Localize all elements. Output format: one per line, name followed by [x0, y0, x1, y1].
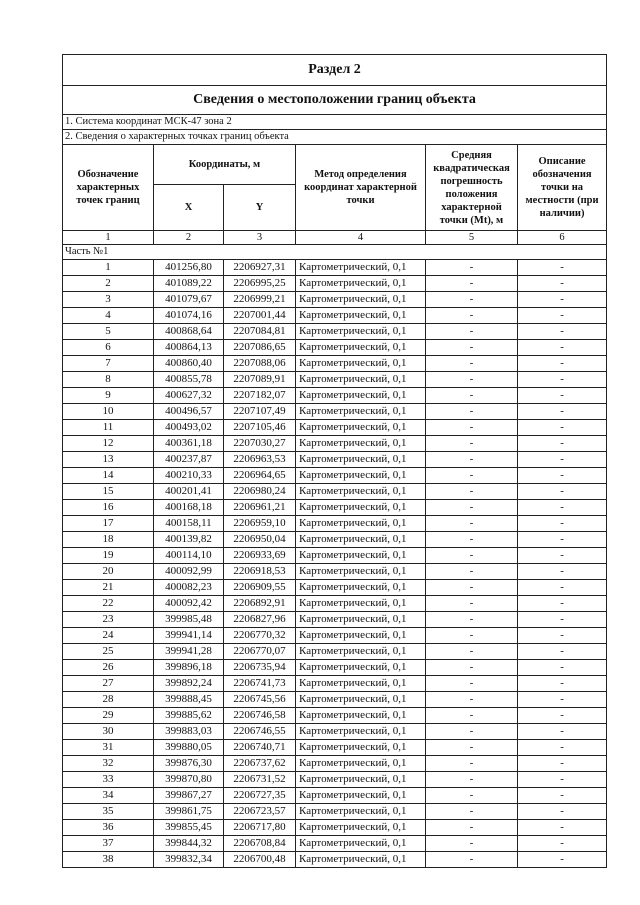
coord-x: 399896,18: [154, 660, 224, 676]
header-description: Описание обозначения точки на местности (при наличии): [518, 145, 607, 231]
accuracy-cell: -: [426, 660, 518, 676]
accuracy-cell: -: [426, 532, 518, 548]
table-row: [63, 660, 607, 676]
method-cell: Картометрический, 0,1: [296, 548, 426, 564]
method-cell: Картометрический, 0,1: [296, 724, 426, 740]
method-cell: Картометрический, 0,1: [296, 660, 426, 676]
column-number: 6: [518, 231, 607, 245]
description-cell: -: [518, 548, 607, 564]
coord-x: 400201,41: [154, 484, 224, 500]
coord-y: 2207030,27: [224, 436, 296, 452]
coord-y: 2206995,25: [224, 276, 296, 292]
point-number: 3: [63, 292, 154, 308]
method-cell: Картометрический, 0,1: [296, 436, 426, 452]
accuracy-cell: -: [426, 516, 518, 532]
method-cell: Картометрический, 0,1: [296, 804, 426, 820]
table-row: [63, 804, 607, 820]
table-row: [63, 388, 607, 404]
table-row: [63, 292, 607, 308]
accuracy-cell: -: [426, 692, 518, 708]
description-cell: -: [518, 596, 607, 612]
coord-y: 2207088,06: [224, 356, 296, 372]
coord-x: 399883,03: [154, 724, 224, 740]
coord-y: 2206746,58: [224, 708, 296, 724]
coord-x: 399870,80: [154, 772, 224, 788]
method-cell: Картометрический, 0,1: [296, 644, 426, 660]
coord-y: 2206933,69: [224, 548, 296, 564]
table-row: [63, 836, 607, 852]
method-cell: Картометрический, 0,1: [296, 356, 426, 372]
accuracy-cell: -: [426, 260, 518, 276]
method-cell: Картометрический, 0,1: [296, 708, 426, 724]
table-row: [63, 564, 607, 580]
coord-y: 2206700,48: [224, 852, 296, 868]
section-title: Сведения о местоположении границ объекта: [63, 86, 607, 115]
coord-y: 2206892,91: [224, 596, 296, 612]
accuracy-cell: -: [426, 276, 518, 292]
coord-y: 2207089,91: [224, 372, 296, 388]
description-cell: -: [518, 836, 607, 852]
coord-x: 400496,57: [154, 404, 224, 420]
coord-x: 400860,40: [154, 356, 224, 372]
method-cell: Картометрический, 0,1: [296, 420, 426, 436]
point-number: 34: [63, 788, 154, 804]
column-number: 5: [426, 231, 518, 245]
point-number: 21: [63, 580, 154, 596]
method-cell: Картометрический, 0,1: [296, 580, 426, 596]
point-number: 33: [63, 772, 154, 788]
description-cell: -: [518, 788, 607, 804]
coord-x: 401256,80: [154, 260, 224, 276]
coord-x: 400092,42: [154, 596, 224, 612]
column-number: 4: [296, 231, 426, 245]
column-number: 3: [224, 231, 296, 245]
coord-y: 2206708,84: [224, 836, 296, 852]
point-number: 15: [63, 484, 154, 500]
accuracy-cell: -: [426, 436, 518, 452]
coord-x: 399844,32: [154, 836, 224, 852]
point-number: 20: [63, 564, 154, 580]
method-cell: Картометрический, 0,1: [296, 308, 426, 324]
section-label: Раздел 2: [63, 55, 607, 86]
point-number: 14: [63, 468, 154, 484]
description-cell: -: [518, 756, 607, 772]
description-cell: -: [518, 676, 607, 692]
table-row: [63, 340, 607, 356]
accuracy-cell: -: [426, 468, 518, 484]
description-cell: -: [518, 740, 607, 756]
point-number: 6: [63, 340, 154, 356]
coord-y: 2206927,31: [224, 260, 296, 276]
description-cell: -: [518, 516, 607, 532]
coord-y: 2207105,46: [224, 420, 296, 436]
coord-x: 400493,02: [154, 420, 224, 436]
point-number: 28: [63, 692, 154, 708]
method-cell: Картометрический, 0,1: [296, 516, 426, 532]
point-number: 29: [63, 708, 154, 724]
point-number: 27: [63, 676, 154, 692]
accuracy-cell: -: [426, 772, 518, 788]
point-number: 17: [63, 516, 154, 532]
accuracy-cell: -: [426, 308, 518, 324]
point-number: 1: [63, 260, 154, 276]
method-cell: Картометрический, 0,1: [296, 324, 426, 340]
points-heading: 2. Сведения о характерных точках границ объекта: [63, 130, 607, 145]
coord-y: 2207084,81: [224, 324, 296, 340]
header-coordinates: Координаты, м: [154, 145, 296, 185]
coord-y: 2206961,21: [224, 500, 296, 516]
point-number: 36: [63, 820, 154, 836]
method-cell: Картометрический, 0,1: [296, 484, 426, 500]
description-cell: -: [518, 532, 607, 548]
coordinate-system: 1. Система координат МСК-47 зона 2: [63, 115, 607, 130]
method-cell: Картометрический, 0,1: [296, 404, 426, 420]
accuracy-cell: -: [426, 804, 518, 820]
coord-y: 2207086,65: [224, 340, 296, 356]
accuracy-cell: -: [426, 340, 518, 356]
coord-y: 2206963,53: [224, 452, 296, 468]
table-row: [63, 324, 607, 340]
table-row: [63, 612, 607, 628]
description-cell: -: [518, 436, 607, 452]
point-number: 35: [63, 804, 154, 820]
table-row: [63, 852, 607, 868]
accuracy-cell: -: [426, 324, 518, 340]
coord-y: 2206746,55: [224, 724, 296, 740]
method-cell: Картометрический, 0,1: [296, 692, 426, 708]
point-number: 38: [63, 852, 154, 868]
accuracy-cell: -: [426, 292, 518, 308]
coord-y: 2206918,53: [224, 564, 296, 580]
table-row: [63, 724, 607, 740]
coord-x: 400855,78: [154, 372, 224, 388]
method-cell: Картометрический, 0,1: [296, 596, 426, 612]
coord-x: 399888,45: [154, 692, 224, 708]
description-cell: -: [518, 692, 607, 708]
point-number: 24: [63, 628, 154, 644]
coord-x: 400114,10: [154, 548, 224, 564]
coord-x: 400361,18: [154, 436, 224, 452]
coord-y: 2206770,07: [224, 644, 296, 660]
table-row: [63, 756, 607, 772]
accuracy-cell: -: [426, 484, 518, 500]
method-cell: Картометрический, 0,1: [296, 788, 426, 804]
accuracy-cell: -: [426, 788, 518, 804]
method-cell: Картометрический, 0,1: [296, 292, 426, 308]
point-number: 18: [63, 532, 154, 548]
method-cell: Картометрический, 0,1: [296, 740, 426, 756]
description-cell: -: [518, 452, 607, 468]
header-accuracy: Средняя квадратическая погрешность положения характерной точки (Mt), м: [426, 145, 518, 231]
method-cell: Картометрический, 0,1: [296, 452, 426, 468]
accuracy-cell: -: [426, 372, 518, 388]
table-row: [63, 404, 607, 420]
accuracy-cell: -: [426, 708, 518, 724]
method-cell: Картометрический, 0,1: [296, 836, 426, 852]
coord-x: 401074,16: [154, 308, 224, 324]
table-row: [63, 372, 607, 388]
coord-y: 2207182,07: [224, 388, 296, 404]
accuracy-cell: -: [426, 548, 518, 564]
coord-x: 400627,32: [154, 388, 224, 404]
point-number: 25: [63, 644, 154, 660]
point-number: 4: [63, 308, 154, 324]
header-y: Y: [224, 185, 296, 231]
coord-y: 2206737,62: [224, 756, 296, 772]
method-cell: Картометрический, 0,1: [296, 676, 426, 692]
method-cell: Картометрический, 0,1: [296, 468, 426, 484]
header-point-designation: Обозначение характерных точек границ: [63, 145, 154, 231]
accuracy-cell: -: [426, 580, 518, 596]
method-cell: Картометрический, 0,1: [296, 820, 426, 836]
table-row: [63, 708, 607, 724]
accuracy-cell: -: [426, 388, 518, 404]
table-row: [63, 452, 607, 468]
description-cell: -: [518, 804, 607, 820]
coord-x: 400092,99: [154, 564, 224, 580]
coord-y: 2206723,57: [224, 804, 296, 820]
accuracy-cell: -: [426, 820, 518, 836]
coord-x: 399861,75: [154, 804, 224, 820]
description-cell: -: [518, 420, 607, 436]
coord-x: 400158,11: [154, 516, 224, 532]
table-row: [63, 260, 607, 276]
point-number: 32: [63, 756, 154, 772]
point-number: 12: [63, 436, 154, 452]
method-cell: Картометрический, 0,1: [296, 564, 426, 580]
coord-y: 2206717,80: [224, 820, 296, 836]
coord-x: 400082,23: [154, 580, 224, 596]
table-row: [63, 436, 607, 452]
point-number: 10: [63, 404, 154, 420]
coord-y: 2206741,73: [224, 676, 296, 692]
table-row: [63, 596, 607, 612]
description-cell: -: [518, 276, 607, 292]
header-x: X: [154, 185, 224, 231]
coord-y: 2206740,71: [224, 740, 296, 756]
description-cell: -: [518, 340, 607, 356]
table-row: [63, 484, 607, 500]
point-number: 13: [63, 452, 154, 468]
table-row: [63, 516, 607, 532]
description-cell: -: [518, 644, 607, 660]
description-cell: -: [518, 308, 607, 324]
accuracy-cell: -: [426, 836, 518, 852]
point-number: 23: [63, 612, 154, 628]
coord-y: 2206731,52: [224, 772, 296, 788]
description-cell: -: [518, 356, 607, 372]
description-cell: -: [518, 404, 607, 420]
accuracy-cell: -: [426, 404, 518, 420]
method-cell: Картометрический, 0,1: [296, 532, 426, 548]
column-number: 2: [154, 231, 224, 245]
table-row: [63, 820, 607, 836]
method-cell: Картометрический, 0,1: [296, 756, 426, 772]
description-cell: -: [518, 260, 607, 276]
coord-x: 400139,82: [154, 532, 224, 548]
coord-y: 2206735,94: [224, 660, 296, 676]
description-cell: -: [518, 388, 607, 404]
accuracy-cell: -: [426, 644, 518, 660]
table-row: [63, 628, 607, 644]
coord-y: 2206909,55: [224, 580, 296, 596]
coord-y: 2206727,35: [224, 788, 296, 804]
coord-x: 400864,13: [154, 340, 224, 356]
description-cell: -: [518, 580, 607, 596]
accuracy-cell: -: [426, 724, 518, 740]
table-row: [63, 788, 607, 804]
accuracy-cell: -: [426, 628, 518, 644]
method-cell: Картометрический, 0,1: [296, 612, 426, 628]
description-cell: -: [518, 484, 607, 500]
table-row: [63, 308, 607, 324]
coord-x: 400210,33: [154, 468, 224, 484]
coord-x: 399885,62: [154, 708, 224, 724]
table-row: [63, 740, 607, 756]
description-cell: -: [518, 772, 607, 788]
coord-y: 2207107,49: [224, 404, 296, 420]
coord-x: 399941,14: [154, 628, 224, 644]
point-number: 19: [63, 548, 154, 564]
accuracy-cell: -: [426, 676, 518, 692]
accuracy-cell: -: [426, 500, 518, 516]
coord-y: 2206980,24: [224, 484, 296, 500]
coord-y: 2206770,32: [224, 628, 296, 644]
description-cell: -: [518, 724, 607, 740]
coord-x: 401089,22: [154, 276, 224, 292]
coord-x: 399855,45: [154, 820, 224, 836]
table-row: [63, 420, 607, 436]
coord-x: 399941,28: [154, 644, 224, 660]
table-row: [63, 644, 607, 660]
table-row: [63, 468, 607, 484]
point-number: 31: [63, 740, 154, 756]
table-row: [63, 356, 607, 372]
method-cell: Картометрический, 0,1: [296, 852, 426, 868]
coord-x: 399880,05: [154, 740, 224, 756]
point-number: 2: [63, 276, 154, 292]
method-cell: Картометрический, 0,1: [296, 628, 426, 644]
description-cell: -: [518, 564, 607, 580]
description-cell: -: [518, 500, 607, 516]
coord-y: 2206999,21: [224, 292, 296, 308]
accuracy-cell: -: [426, 420, 518, 436]
part-label: Часть №1: [63, 245, 607, 260]
accuracy-cell: -: [426, 564, 518, 580]
point-number: 22: [63, 596, 154, 612]
coord-y: 2206950,04: [224, 532, 296, 548]
table-row: [63, 692, 607, 708]
table-row: [63, 276, 607, 292]
table-row: [63, 500, 607, 516]
point-number: 30: [63, 724, 154, 740]
coord-y: 2206745,56: [224, 692, 296, 708]
coord-y: 2206827,96: [224, 612, 296, 628]
description-cell: -: [518, 612, 607, 628]
method-cell: Картометрический, 0,1: [296, 276, 426, 292]
table-row: [63, 548, 607, 564]
accuracy-cell: -: [426, 452, 518, 468]
column-number: 1: [63, 231, 154, 245]
method-cell: Картометрический, 0,1: [296, 260, 426, 276]
coord-y: 2206964,65: [224, 468, 296, 484]
method-cell: Картометрический, 0,1: [296, 500, 426, 516]
description-cell: -: [518, 372, 607, 388]
coord-x: 399985,48: [154, 612, 224, 628]
points-body: [63, 260, 607, 868]
coord-x: 401079,67: [154, 292, 224, 308]
document-page: [62, 54, 606, 868]
point-number: 9: [63, 388, 154, 404]
table-row: [63, 580, 607, 596]
description-cell: -: [518, 324, 607, 340]
coord-x: 399867,27: [154, 788, 224, 804]
method-cell: Картометрический, 0,1: [296, 372, 426, 388]
description-cell: -: [518, 660, 607, 676]
accuracy-cell: -: [426, 612, 518, 628]
description-cell: -: [518, 852, 607, 868]
accuracy-cell: -: [426, 756, 518, 772]
accuracy-cell: -: [426, 852, 518, 868]
method-cell: Картометрический, 0,1: [296, 388, 426, 404]
table-row: [63, 676, 607, 692]
coord-y: 2206959,10: [224, 516, 296, 532]
table-row: [63, 532, 607, 548]
accuracy-cell: -: [426, 740, 518, 756]
description-cell: -: [518, 468, 607, 484]
boundary-table: [62, 54, 607, 868]
coord-x: 399832,34: [154, 852, 224, 868]
description-cell: -: [518, 292, 607, 308]
point-number: 7: [63, 356, 154, 372]
coord-x: 400868,64: [154, 324, 224, 340]
coord-x: 400168,18: [154, 500, 224, 516]
point-number: 5: [63, 324, 154, 340]
point-number: 16: [63, 500, 154, 516]
coord-x: 400237,87: [154, 452, 224, 468]
point-number: 37: [63, 836, 154, 852]
accuracy-cell: -: [426, 356, 518, 372]
header-method: Метод определения координат характерной точки: [296, 145, 426, 231]
method-cell: Картометрический, 0,1: [296, 772, 426, 788]
coord-y: 2207001,44: [224, 308, 296, 324]
accuracy-cell: -: [426, 596, 518, 612]
coord-x: 399876,30: [154, 756, 224, 772]
coord-x: 399892,24: [154, 676, 224, 692]
point-number: 26: [63, 660, 154, 676]
point-number: 8: [63, 372, 154, 388]
point-number: 11: [63, 420, 154, 436]
table-row: [63, 772, 607, 788]
description-cell: -: [518, 708, 607, 724]
method-cell: Картометрический, 0,1: [296, 340, 426, 356]
description-cell: -: [518, 628, 607, 644]
description-cell: -: [518, 820, 607, 836]
